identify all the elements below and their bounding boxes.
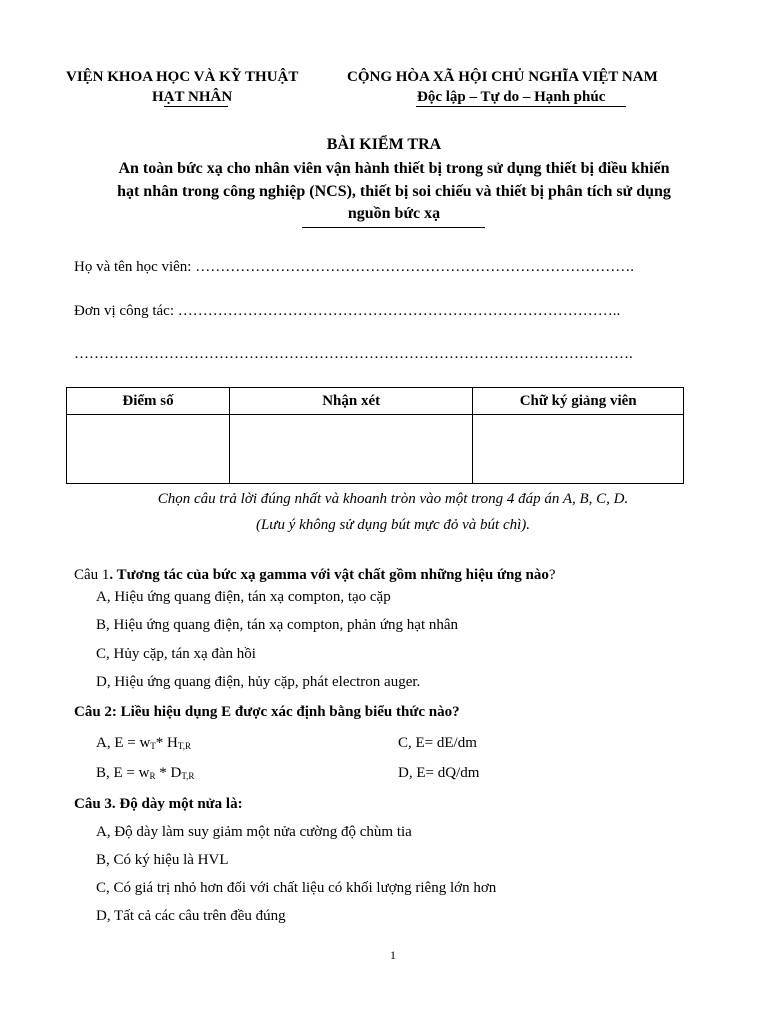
student-name-field: Họ và tên học viên: ……………………………………………………………………………. [74,259,634,275]
institute-name-line2: HẠT NHÂN [152,89,233,105]
institute-name-line1: VIỆN KHOA HỌC VÀ KỸ THUẬT [66,69,299,85]
nation-name: CỘNG HÒA XÃ HỘI CHỦ NGHĨA VIỆT NAM [347,69,658,85]
q2-option-c: C, E= dE/dm [398,735,477,751]
exam-title: BÀI KIỂM TRA [326,136,442,153]
score-header: Điểm số [67,388,230,415]
q2-option-a: A, $E = w_T*$ $H_{T,R}$ [96,735,191,751]
exam-subtitle-line3: nguồn bức xạ [347,205,441,222]
question-3: Câu 3. Độ dày một nửa là: [74,796,243,812]
workplace-field: Đơn vị công tác: …………………………………………………………………………….. [74,303,621,319]
extra-dotted-line: …………………………………………………………………………………………………. [74,346,633,362]
title-underline [302,227,485,228]
signature-cell [473,415,684,484]
q3-option-b: B, Có ký hiệu là HVL [96,852,229,868]
comment-header: Nhận xét [229,388,472,415]
exam-subtitle-line2: hạt nhân trong công nghiệp (NCS), thiết bị soi chiếu và thiết bị phân tích sử dụng [117,183,671,200]
grade-table [66,387,684,484]
q1-option-b: B, Hiệu ứng quang điện, tán xạ compton, phản ứng hạt nhân [96,617,459,633]
signature-header: Chữ ký giảng viên [473,388,684,415]
q1-option-c: C, Hủy cặp, tán xạ đàn hồi [96,646,256,662]
q3-option-c: C, Có giá trị nhỏ hơn đối với chất liệu có khối lượng riêng lớn hơn [96,880,497,896]
motto-underline [416,106,626,107]
instruction-line2: (Lưu ý không sử dụng bút mực đỏ và bút chì). [255,517,531,533]
nation-motto: Độc lập – Tự do – Hạnh phúc [417,89,606,105]
question-1-text: . Tương tác của bức xạ gamma với vật chất gồm những hiệu ứng nào [109,567,549,583]
question-1-label: Câu 1 [74,567,110,583]
q3-option-d: D, Tất cả các câu trên đều đúng [96,908,286,924]
question-1 [74,567,556,584]
q2-option-b: B, $E = w_R * D_{T,R}$ [96,765,195,781]
question-1-mark: ? [548,567,556,583]
comment-cell [229,415,472,484]
exam-subtitle-line1: An toàn bức xạ cho nhân viên vận hành thiết bị trong sử dụng thiết bị điều khiến [118,160,670,177]
q2-option-d: D, E= dQ/dm [398,765,480,781]
instruction-line1: Chọn câu trả lời đúng nhất và khoanh tròn vào một trong 4 đáp án A, B, C, D. [157,491,629,507]
score-cell [67,415,230,484]
institute-underline [164,106,228,107]
q1-option-d: D, Hiệu ứng quang điện, hủy cặp, phát electron auger. [96,674,421,690]
q3-option-a: A, Độ dày làm suy giảm một nửa cường độ chùm tia [96,824,412,840]
page-number: 1 [390,948,396,962]
q1-option-a: A, Hiệu ứng quang điện, tán xạ compton, tạo cặp [96,589,391,605]
question-2: Câu 2: Liều hiệu dụng E được xác định bằng biểu thức nào? [74,704,460,720]
